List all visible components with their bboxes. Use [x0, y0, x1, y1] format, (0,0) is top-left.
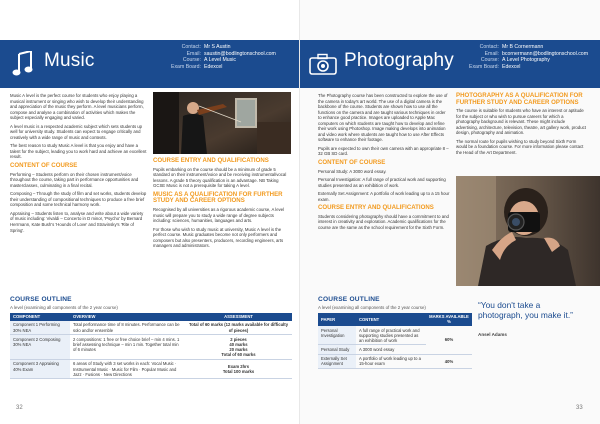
table-header: CONTENT: [356, 313, 426, 326]
table-header-row: [10, 313, 292, 321]
further-paragraph: The normal route for pupils wishing to study beyond Sixth Form would be a foundation course. For more information please contact the Head of the Art Department.: [456, 138, 584, 156]
table-row: [10, 359, 292, 378]
music-outline-table: [10, 313, 292, 379]
music-left-column: [10, 93, 148, 236]
further-paragraph: Recognised by all universities as a rigorous academic course, A level music will prepare you to study a wide range of degree subjects including: sciences, humanities, languages and arts.: [153, 206, 285, 224]
further-study-heading: PHOTOGRAPHY AS A QUALIFICATION FOR FURTHER STUDY AND CAREER OPTIONS: [456, 92, 583, 106]
overview-cell: Total performance time of 8 minutes. Performance can be solo and/or ensemble: [70, 321, 185, 335]
exam-board-label: Exam Board:: [469, 63, 499, 70]
content-heading: CONTENT OF COURSE: [318, 159, 386, 167]
paper-cell: Personal Study: [318, 345, 356, 354]
table-header: OVERVIEW: [70, 313, 185, 321]
further-study-heading: MUSIC AS A QUALIFICATION FOR FURTHER STUDY AND CAREER OPTIONS: [153, 190, 283, 205]
email-label: Email:: [484, 50, 499, 57]
component-cell: Component 3 Appraising 40% Exam: [10, 359, 70, 378]
table-header: ASSESSMENT: [185, 313, 292, 321]
page-title: Music: [44, 50, 95, 71]
email-link[interactable]: bcornermann@bodlingtonschool.com: [502, 50, 589, 57]
entry-heading: COURSE ENTRY AND QUALIFICATIONS: [318, 204, 434, 212]
outline-title: COURSE OUTLINE: [318, 296, 380, 303]
entry-paragraph: Pupils embarking on the course should be a minimum of grade 5 standard on their instrument/voice and be receiving instrumental/vocal lessons. A grade 5 theory qualification is an advantage. NB Taking GCSE Music is not a prerequisite for taking A level.: [153, 166, 287, 189]
table-row: [10, 321, 292, 335]
intro-paragraph: Pupils are expected to own their own camera with an appropriate 8 – 32 GB SD card.: [318, 145, 449, 157]
outline-subtitle: A level (examining all components of the 2 year course): [318, 305, 426, 310]
course-label: Course:: [182, 57, 201, 64]
table-header: PAPER: [318, 313, 356, 326]
course-label: Course:: [480, 57, 499, 64]
music-right-column: [153, 158, 291, 252]
content-heading: CONTENT OF COURSE: [10, 162, 78, 170]
content-paragraph: Appraising – Students listen to, analyse and write about a wide variety of music including: Vivaldi – Concerto in D minor, 'Psycho' by Bernard Herrmann, Kate Bush's 'Hounds of Love' and Stravinsky's 'Rite of Spring'.: [10, 210, 144, 233]
outline-title: COURSE OUTLINE: [10, 296, 72, 303]
table-header: MARKS AVAILABLE %: [426, 313, 472, 326]
contact-label: Contact:: [479, 44, 499, 50]
quote-author: Ansel Adams: [478, 332, 507, 337]
further-paragraph: For those who wish to study music at university, Music A level is the perfect course. Music graduates become not only performers and composers but also presenters, producers, recording engineers, arts managers and administrators.: [153, 226, 284, 249]
violinist-photo: [153, 92, 291, 154]
assessment-cell: Exam 2hrs Total 100 marks: [185, 359, 292, 378]
table-header-row: [318, 313, 472, 326]
assessment-cell: 2 pieces 40 marks 20 marks Total of 60 marks: [185, 335, 292, 360]
course-name: A Level Photography: [502, 57, 550, 64]
contact-label: Contact:: [181, 44, 201, 50]
content-paragraph: Personal Study: A 3000 word essay.: [318, 168, 387, 174]
table-row: [10, 335, 292, 360]
overview-cell: 2 compositions: 1 free or free choice brief – min 4 mins. 1 brief assessing technique – min 1 min. Together total min of 6 minutes: [70, 335, 185, 360]
photographer-photo: [456, 176, 600, 286]
entry-paragraph: Students considering photography should have a commitment to and interest in creativity and exploration. Academic qualifications for the course are the same as the school requirement for the Sixth Form.: [318, 213, 449, 231]
page-title: Photography: [344, 50, 454, 71]
photography-outline-table: [318, 313, 472, 369]
contact-name: Mr S Austin: [204, 44, 231, 50]
intro-paragraph: The best reason to study Music A level is that you enjoy and have a talent for the subject, leading you to work hard and achieve an excellent result.: [10, 143, 147, 160]
pull-quote: “You don't take a photograph, you make it.”: [478, 300, 573, 320]
content-cell: A full range of practical work and supporting studies presented as an exhibition of work: [356, 326, 426, 345]
exam-board: Edexcel: [502, 63, 521, 70]
content-paragraph: Externally Set Assignment: A portfolio of work leading up to a 15 hour exam.: [318, 191, 450, 202]
email-label: Email:: [186, 50, 201, 57]
email-link[interactable]: saustin@bodlingtonschool.com: [204, 50, 276, 57]
music-note-icon: [8, 49, 38, 79]
further-paragraph: The course is suitable for students who have an interest or aptitude for the subject or who wish to pursue careers for which a photography background is relevant. These might include advertising, architecture, television, theatre, art gallery work, product design, photography and animation.: [456, 108, 586, 136]
content-paragraph: Composing – Through the study of film and set works, students develop their understanding of compositional techniques to produce a free brief composition and some technical harmony work.: [10, 191, 147, 208]
outline-subtitle: A level (examining all components of the 2 year course): [10, 305, 118, 310]
paper-cell: Externally Set Assignment: [318, 354, 356, 368]
assessment-cell: Total of 60 marks (12 marks available for difficulty of pieces): [185, 321, 292, 335]
content-paragraph: Personal Investigation: A full range of practical work and supporting studies presented as an exhibition of work.: [318, 177, 446, 188]
marks-cell: 40%: [426, 354, 472, 368]
contact-block: [170, 44, 276, 70]
overview-cell: 6 areas of Study with 3 set works in each: Vocal Music · Instrumental Music · Music for Film · Popular Music and Jazz · Fusions · New Directions: [70, 359, 185, 378]
content-cell: A 3000 word essay: [356, 345, 426, 354]
contact-name: Mr B Cornermann: [502, 44, 544, 50]
component-cell: Component 1 Performing 30% NEA: [10, 321, 70, 335]
contact-block: [468, 44, 588, 70]
paper-cell: Personal Investigation: [318, 326, 356, 345]
exam-board-label: Exam Board:: [171, 63, 201, 70]
page-number: 32: [16, 405, 23, 411]
page-number: 33: [576, 405, 583, 411]
content-paragraph: Performing – Students perform on their chosen instrument/voice throughout the course, taking part in performance opportunities and masterclasses, culminating in a final recital.: [10, 171, 139, 188]
camera-icon: [308, 49, 338, 79]
intro-paragraph: Music A level is the perfect course for students who enjoy playing a musical instrument or singing who wish to develop their understanding and appreciation of the music they perform. A level musicians perform, compose and analyse a combination of activities which makes the subject especially engaging and varied.: [10, 93, 144, 121]
course-name: A Level Music: [204, 57, 237, 64]
photography-left-column: [318, 93, 450, 234]
intro-paragraph: The Photography course has been constructed to explore the use of the camera in today's art world. The use of a digital camera is the backbone of the course. Students are shown how to use all the functions on the camera and are taught various techniques in order to enhance good practice. Images are uploaded to Apple Mac computers on which students are taught how to develop and refine their work using Photoshop. Image making develops into animation and video work where students are taught how to use After Effects software to enhance their footage.: [318, 93, 448, 143]
exam-board: Edexcel: [204, 63, 223, 70]
photography-page: [300, 0, 600, 424]
entry-heading: COURSE ENTRY AND QUALIFICATIONS: [153, 157, 269, 164]
marks-cell: 60%: [426, 326, 472, 354]
component-cell: Component 2 Composing 30% NEA: [10, 335, 70, 360]
table-row: [318, 354, 472, 368]
intro-paragraph: A level music is a respected academic subject which sets students up well for university study. Students can expect to engage critically and creatively with a wide range of music and contexts.: [10, 123, 143, 140]
content-cell: A portfolio of work leading up to a 15-hour exam: [356, 354, 426, 368]
table-row: [318, 326, 472, 345]
photography-right-column: [456, 93, 588, 159]
table-header: COMPONENT: [10, 313, 70, 321]
